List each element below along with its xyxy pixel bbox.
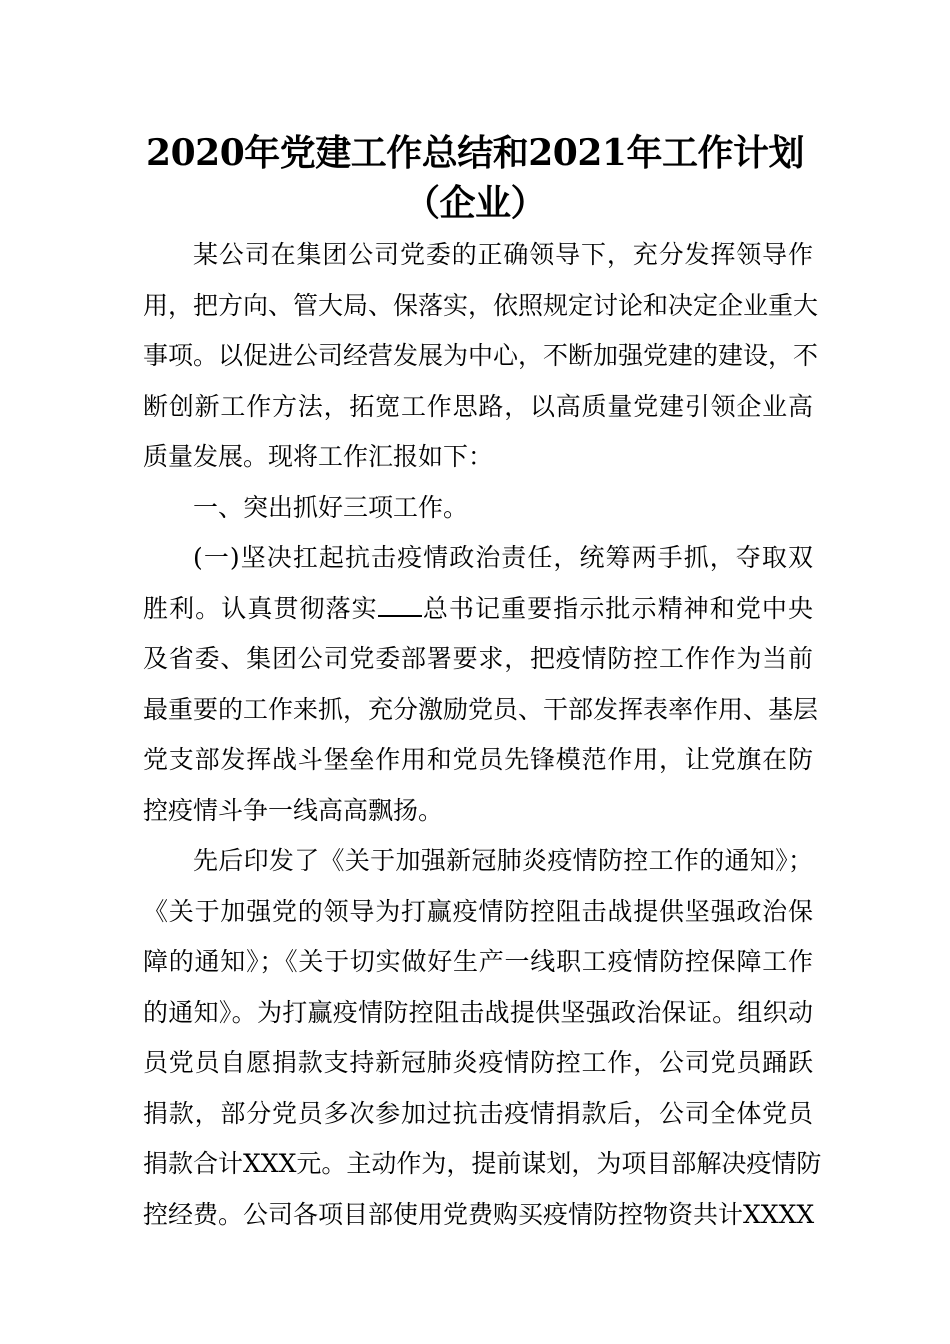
document-title-line-2: （企业）: [403, 182, 546, 224]
paragraph-line: 控疫情斗争一线高高飘扬。: [143, 795, 444, 825]
document-title-line-1: 2020年党建工作总结和2021年工作计划: [146, 132, 804, 174]
paragraph-line: 捐款，部分党员多次参加过抗击疫情捐款后，公司全体党员: [143, 1098, 813, 1128]
line-segment: 总书记重要指示批示精神和党中央: [421, 593, 813, 623]
paragraph-line: 事项。以促进公司经营发展为中心，不断加强党建的建设，不: [143, 341, 819, 370]
paragraph-line: 质量发展。现将工作汇报如下：: [143, 442, 494, 471]
paragraph-line: (一)坚决扛起抗击疫情政治责任，统筹两手抓，夺取双: [193, 543, 813, 572]
paragraph-line: 障的通知》；《关于切实做好生产一线职工疫情防控保障工作: [143, 947, 813, 976]
paragraph-line: 断创新工作方法，拓宽工作思路，以高质量党建引领企业高: [143, 391, 813, 421]
paragraph-line: 先后印发了《关于加强新冠肺炎疫情防控工作的通知》；: [193, 846, 813, 875]
paragraph-line: 某公司在集团公司党委的正确领导下，充分发挥领导作: [193, 240, 813, 269]
paragraph-line: 《关于加强党的领导为打赢疫情防控阻击战提供坚强政治保: [143, 896, 813, 926]
section-heading: 一、突出抓好三项工作。: [193, 492, 469, 522]
paragraph-line: 最重要的工作来抓，充分激励党员、干部发挥表率作用、基层: [143, 694, 819, 724]
line-segment: 胜利。认真贯彻落实: [143, 593, 378, 623]
paragraph-line: 及省委、集团公司党委部署要求，把疫情防控工作作为当前: [143, 644, 813, 673]
paragraph-line: 捐款合计XXX元。主动作为，提前谋划，为项目部解决疫情防: [143, 1149, 822, 1178]
paragraph-line: 控经费。公司各项目部使用党费购买疫情防控物资共计XXXX: [143, 1199, 815, 1229]
paragraph-line: 用，把方向、管大局、保落实，依照规定讨论和决定企业重大: [143, 290, 819, 320]
document-body: [143, 230, 822, 1240]
paragraph-line: 员党员自愿捐款支持新冠肺炎疫情防控工作，公司党员踊跃: [143, 1048, 813, 1077]
paragraph-line: 的通知》。为打赢疫情防控阻击战提供坚强政治保证。组织动: [143, 997, 813, 1027]
paragraph-line: 党支部发挥战斗堡垒作用和党员先锋模范作用，让党旗在防: [143, 745, 813, 774]
blank-underline: [378, 593, 422, 617]
paragraph-line: [143, 584, 813, 635]
